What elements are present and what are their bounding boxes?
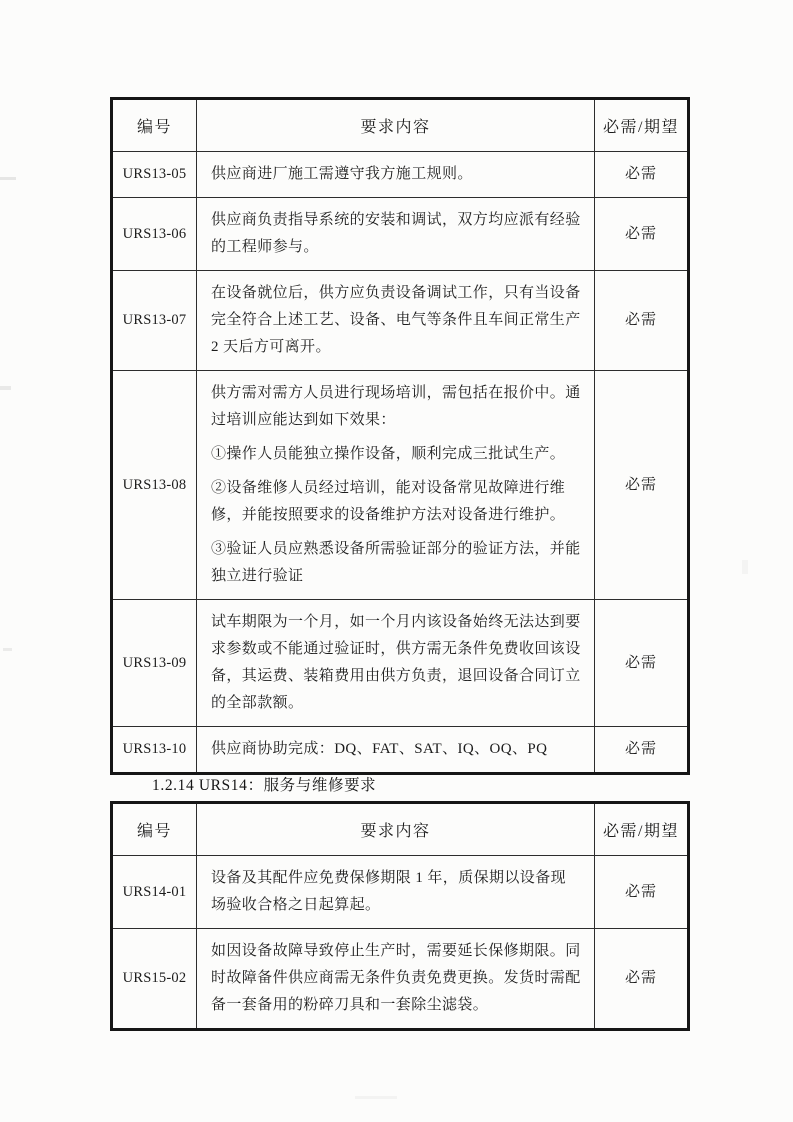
requirement-content-cell xyxy=(197,198,595,271)
column-header-content: 要求内容 xyxy=(197,99,595,152)
table-row xyxy=(112,271,689,371)
requirement-paragraph: 在设备就位后，供方应负责设备调试工作，只有当设备完全符合上述工艺、设备、电气等条件且车间正常生产 2 天后方可离开。 xyxy=(211,285,581,355)
table-row xyxy=(112,371,689,600)
status-cell: 必需 xyxy=(595,856,689,929)
scan-artifact xyxy=(0,386,11,390)
status-cell: 必需 xyxy=(595,371,689,600)
status-cell: 必需 xyxy=(595,727,689,774)
status-cell: 必需 xyxy=(595,929,689,1030)
requirement-paragraph: 设备及其配件应免费保修期限 1 年，质保期以设备现场验收合格之日起算起。 xyxy=(211,870,567,913)
requirement-paragraph: 供应商负责指导系统的安装和调试，双方均应派有经验的工程师参与。 xyxy=(211,212,581,255)
requirement-paragraph: ③验证人员应熟悉设备所需验证部分的验证方法，并能独立进行验证 xyxy=(211,541,581,584)
table-row xyxy=(112,856,689,929)
column-header-content: 要求内容 xyxy=(197,803,595,856)
requirement-paragraph: 供应商协助完成：DQ、FAT、SAT、IQ、OQ、PQ xyxy=(211,741,548,757)
urs14-requirements-table xyxy=(110,801,690,1031)
row-id-cell: URS14-01 xyxy=(112,856,197,929)
requirement-content-cell xyxy=(197,371,595,600)
section-heading: 1.2.14 URS14：服务与维修要求 xyxy=(152,777,377,794)
header-row xyxy=(112,803,689,856)
requirement-content-cell xyxy=(197,929,595,1030)
scan-artifact xyxy=(0,177,16,180)
requirement-paragraph: ②设备维修人员经过培训，能对设备常见故障进行维修，并能按照要求的设备维护方法对设备进行维护。 xyxy=(211,480,566,523)
status-cell: 必需 xyxy=(595,198,689,271)
status-cell: 必需 xyxy=(595,600,689,727)
requirement-content-cell xyxy=(197,152,595,198)
row-id-cell: URS13-09 xyxy=(112,600,197,727)
status-cell: 必需 xyxy=(595,271,689,371)
requirement-paragraph: 供方需对需方人员进行现场培训，需包括在报价中。通过培训应能达到如下效果： xyxy=(211,385,581,428)
requirement-content-cell xyxy=(197,600,595,727)
row-id-cell: URS13-06 xyxy=(112,198,197,271)
header-row xyxy=(112,99,689,152)
status-cell: 必需 xyxy=(595,152,689,198)
scan-artifact xyxy=(3,648,12,651)
table-row xyxy=(112,929,689,1030)
requirement-paragraph: 试车期限为一个月，如一个月内该设备始终无法达到要求参数或不能通过验证时，供方需无条件免费收回该设备，其运费、装箱费用由供方负责，退回设备合同订立的全部款额。 xyxy=(211,614,581,711)
requirement-content-cell xyxy=(197,271,595,371)
requirement-content-cell xyxy=(197,856,595,929)
requirement-content-cell xyxy=(197,727,595,774)
requirement-paragraph: 如因设备故障导致停止生产时，需要延长保修期限。同时故障备件供应商需无条件负责免费更换。发货时需配备一套备用的粉碎刀具和一套除尘滤袋。 xyxy=(211,943,581,1013)
table-row xyxy=(112,152,689,198)
scan-artifact xyxy=(742,560,748,574)
column-header-status: 必需/期望 xyxy=(595,803,689,856)
requirement-paragraph: ①操作人员能独立操作设备，顺利完成三批试生产。 xyxy=(211,446,566,462)
table-row xyxy=(112,727,689,774)
column-header-id: 编号 xyxy=(112,99,197,152)
urs13-requirements-table xyxy=(110,97,690,775)
row-id-cell: URS13-08 xyxy=(112,371,197,600)
column-header-id: 编号 xyxy=(112,803,197,856)
row-id-cell: URS15-02 xyxy=(112,929,197,1030)
table-row xyxy=(112,198,689,271)
row-id-cell: URS13-05 xyxy=(112,152,197,198)
scan-artifact xyxy=(355,1096,397,1099)
row-id-cell: URS13-07 xyxy=(112,271,197,371)
requirement-paragraph: 供应商进厂施工需遵守我方施工规则。 xyxy=(211,166,473,182)
column-header-status: 必需/期望 xyxy=(595,99,689,152)
row-id-cell: URS13-10 xyxy=(112,727,197,774)
table-row xyxy=(112,600,689,727)
